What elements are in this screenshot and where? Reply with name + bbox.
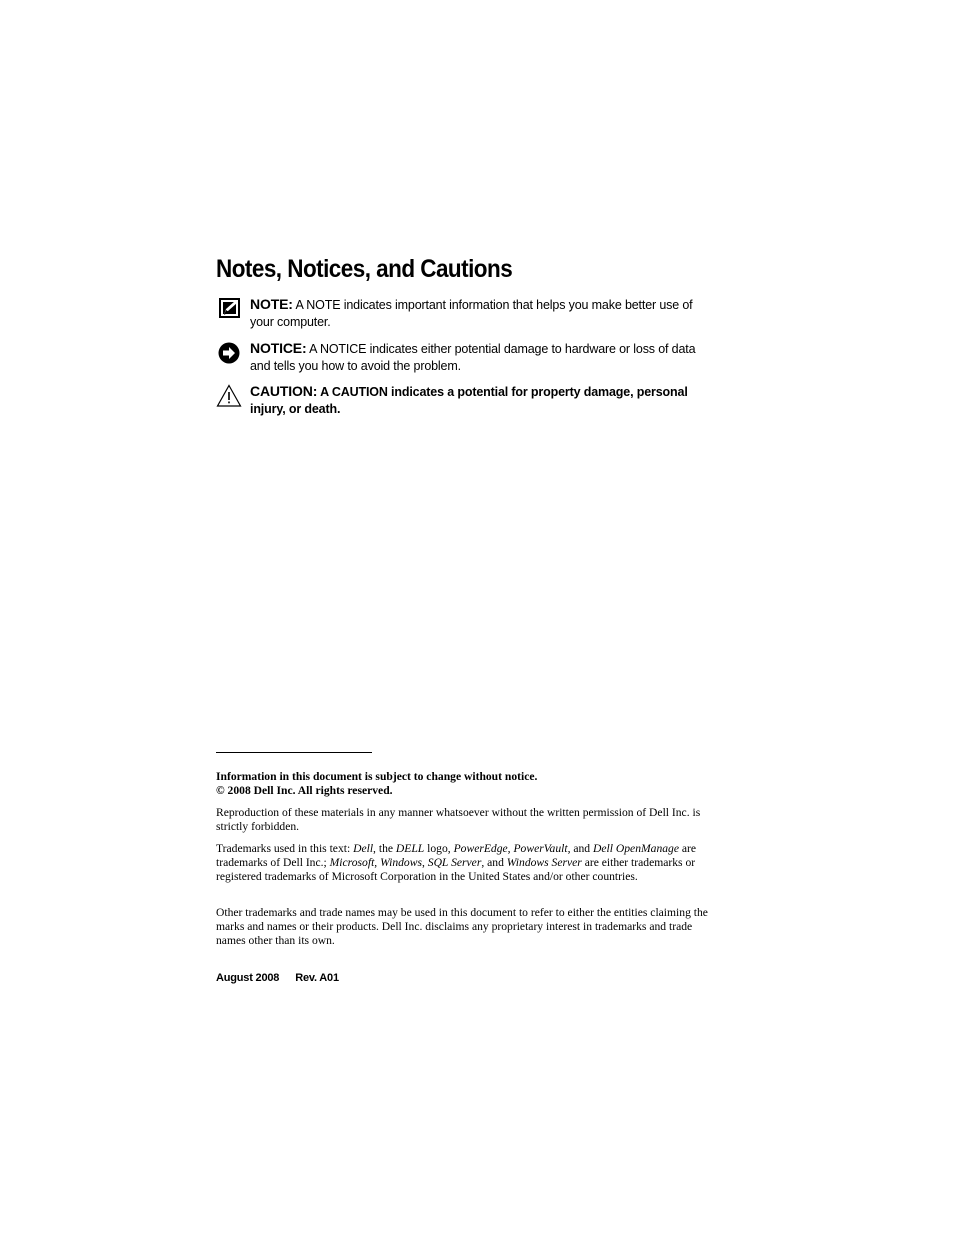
- tm-text: are trademarks of Dell Inc.;: [216, 842, 697, 869]
- notice-text: [250, 340, 716, 375]
- caution-body: A CAUTION indicates a potential for property damage, personal injury, or death.: [250, 385, 688, 416]
- other-trademarks-paragraph: Other trademarks and trade names may be used in this document to refer to either the entities claiming the marks and names or their products. Dell Inc. disclaims any proprietary interest in trademarks and trade names other than its own.: [216, 906, 708, 947]
- warning-triangle-icon: [216, 384, 242, 408]
- tm-text: are either trademarks or registered trademarks of Microsoft Corporation in the United States and/or other countries.: [216, 856, 696, 883]
- reproduction-paragraph: Reproduction of these materials in any manner whatsoever without the written permission of Dell Inc. is strictly forbidden.: [216, 806, 701, 833]
- tm-poweredge: PowerEdge, PowerVault,: [453, 842, 571, 855]
- revision: Rev. A01: [295, 972, 339, 984]
- tm-microsoft: Microsoft: [329, 856, 375, 869]
- tm-windows: Windows: [380, 856, 422, 869]
- document-footer: [216, 972, 339, 984]
- caution-block: [216, 383, 716, 418]
- pencil-note-icon: [216, 297, 242, 321]
- tm-text: and: [570, 842, 594, 855]
- tm-openmanage: Dell OpenManage: [593, 842, 679, 855]
- publication-date: August 2008: [216, 972, 280, 984]
- note-label: NOTE:: [250, 296, 293, 312]
- notice-block: [216, 340, 716, 375]
- tm-sqlserver: SQL Server: [427, 856, 482, 869]
- tm-text: Trademarks used in this text:: [216, 842, 354, 855]
- trademarks-paragraph: [216, 842, 716, 884]
- tm-text: , and: [481, 856, 507, 869]
- notice-label: NOTICE:: [250, 340, 307, 356]
- tm-text: ,: [374, 856, 381, 869]
- note-text: [250, 296, 716, 331]
- note-block: [216, 296, 716, 331]
- legal-notice: [216, 770, 716, 798]
- change-notice: Information in this document is subject to change without notice.: [216, 770, 538, 783]
- note-body: A NOTE indicates important information that helps you make better use of your computer.: [250, 298, 693, 329]
- tm-text: , the: [373, 842, 396, 855]
- notice-body: A NOTICE indicates either potential damage to hardware or loss of data and tells you how to avoid the problem.: [250, 342, 696, 373]
- tm-windowsserver: Windows Server: [506, 856, 582, 869]
- tm-text: ,: [421, 856, 428, 869]
- caution-label: CAUTION:: [250, 383, 318, 399]
- tm-text: logo,: [424, 842, 454, 855]
- caution-text: [250, 383, 716, 418]
- divider: [216, 752, 372, 753]
- tm-dell: Dell: [353, 842, 374, 855]
- copyright: © 2008 Dell Inc. All rights reserved.: [216, 784, 393, 797]
- tm-dell-logo: DELL: [395, 842, 425, 855]
- page-title: Notes, Notices, and Cautions: [216, 255, 513, 283]
- arrow-circle-icon: [216, 341, 242, 365]
